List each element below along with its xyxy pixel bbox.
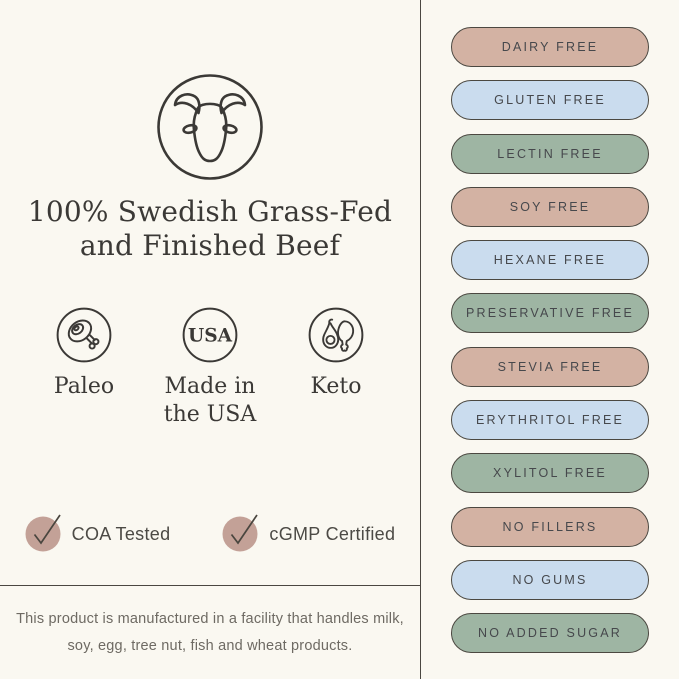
check-icon <box>25 516 61 552</box>
certification-row <box>0 516 420 552</box>
badge-list <box>421 0 679 679</box>
allergen-disclaimer-box <box>0 586 420 679</box>
title-line-1: 100% Swedish Grass-Fed <box>27 195 393 228</box>
feature-label-usa: Made in the USA <box>163 374 257 427</box>
cert-coa-tested <box>25 516 171 552</box>
badge-pill-preservative-free: PRESERVATIVE FREE <box>451 293 649 333</box>
badge-pill-xylitol-free: XYLITOL FREE <box>451 453 649 493</box>
badge-pill-stevia-free: STEVIA FREE <box>451 347 649 387</box>
badge-pill-no-gums: NO GUMS <box>451 560 649 600</box>
badge-pill-dairy-free: DAIRY FREE <box>451 27 649 67</box>
badge-pill-no-added-sugar: NO ADDED SUGAR <box>451 613 649 653</box>
feature-made-in-usa <box>150 306 270 428</box>
badge-pill-no-fillers: NO FILLERS <box>451 507 649 547</box>
cert-label: COA Tested <box>71 523 171 544</box>
ham-icon <box>55 306 113 364</box>
allergen-disclaimer-text: This product is manufactured in a facility that handles milk, soy, egg, tree nut, fish and wheat products. <box>16 611 404 654</box>
feature-row <box>32 306 388 428</box>
keto-icon <box>307 306 365 364</box>
cert-label: cGMP Certified <box>269 523 396 544</box>
badge-pill-soy-free: SOY FREE <box>451 187 649 227</box>
page-title <box>28 195 392 263</box>
cert-cgmp-certified <box>222 516 395 552</box>
badge-pill-hexane-free: HEXANE FREE <box>451 240 649 280</box>
bull-head-icon <box>155 72 265 182</box>
usa-icon-text: USA <box>188 325 232 347</box>
feature-label-paleo: Paleo <box>53 374 115 400</box>
feature-label-keto: Keto <box>310 374 362 400</box>
title-line-2: and Finished Beef <box>79 229 341 263</box>
badge-pill-gluten-free: GLUTEN FREE <box>451 80 649 120</box>
check-icon <box>222 516 258 552</box>
feature-keto <box>284 306 388 401</box>
badge-pill-lectin-free: LECTIN FREE <box>451 134 649 174</box>
badge-pill-erythritol-free: ERYTHRITOL FREE <box>451 400 649 440</box>
usa-icon <box>181 306 239 364</box>
feature-paleo <box>32 306 136 401</box>
